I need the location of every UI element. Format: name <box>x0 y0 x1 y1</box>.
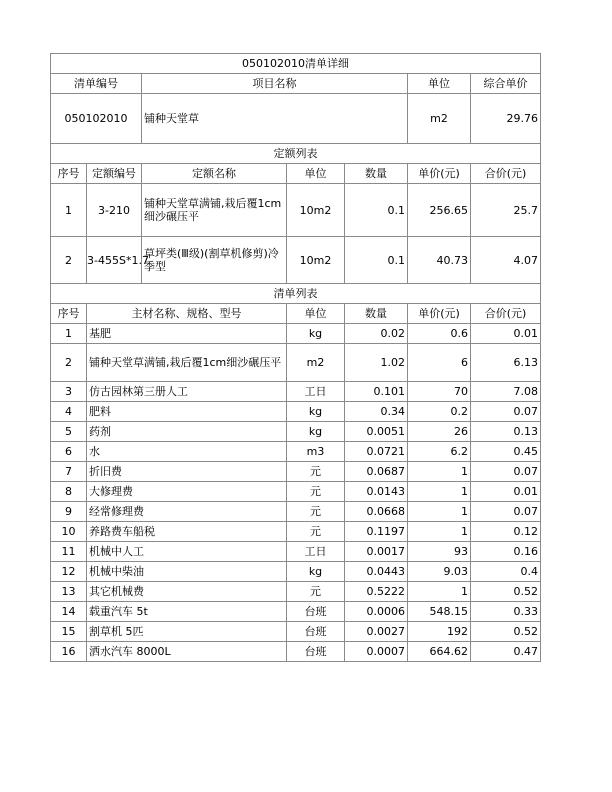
quota-code: 3-210 <box>87 184 142 237</box>
material-no: 10 <box>51 522 87 542</box>
material-row <box>51 442 541 462</box>
material-total: 0.52 <box>471 622 541 642</box>
quota-section-title: 定额列表 <box>51 144 541 164</box>
material-no: 6 <box>51 442 87 462</box>
quota-row <box>51 184 541 237</box>
quota-total: 4.07 <box>471 237 541 284</box>
bill-unit-price: 29.76 <box>471 94 541 144</box>
bill-name-header: 项目名称 <box>142 74 408 94</box>
material-total: 0.4 <box>471 562 541 582</box>
material-row <box>51 642 541 662</box>
material-qty: 0.0687 <box>345 462 408 482</box>
quota-no: 1 <box>51 184 87 237</box>
quota-price: 256.65 <box>408 184 471 237</box>
material-row <box>51 402 541 422</box>
material-no: 8 <box>51 482 87 502</box>
bill-code-header: 清单编号 <box>51 74 142 94</box>
material-qty: 0.5222 <box>345 582 408 602</box>
material-price: 9.03 <box>408 562 471 582</box>
material-no: 15 <box>51 622 87 642</box>
quota-unit: 10m2 <box>287 237 345 284</box>
material-name: 割草机 5匹 <box>87 622 287 642</box>
material-name: 经常修理费 <box>87 502 287 522</box>
bill-code: 050102010 <box>51 94 142 144</box>
material-name: 机械中人工 <box>87 542 287 562</box>
material-price: 6.2 <box>408 442 471 462</box>
material-price: 0.6 <box>408 324 471 344</box>
material-total: 0.07 <box>471 462 541 482</box>
material-row <box>51 622 541 642</box>
material-unit: m3 <box>287 442 345 462</box>
quota-code-header: 定额编号 <box>87 164 142 184</box>
material-qty: 0.1197 <box>345 522 408 542</box>
material-qty: 0.0143 <box>345 482 408 502</box>
material-row <box>51 582 541 602</box>
quota-name-header: 定额名称 <box>142 164 287 184</box>
material-row <box>51 562 541 582</box>
material-price: 192 <box>408 622 471 642</box>
material-name: 载重汽车 5t <box>87 602 287 622</box>
material-name: 洒水汽车 8000L <box>87 642 287 662</box>
quota-name: 草坪类(Ⅲ级)(割草机修剪)冷季型 <box>142 237 287 284</box>
material-total: 0.16 <box>471 542 541 562</box>
material-name: 折旧费 <box>87 462 287 482</box>
material-header-row <box>51 304 541 324</box>
quota-total: 25.7 <box>471 184 541 237</box>
material-no: 11 <box>51 542 87 562</box>
material-name: 大修理费 <box>87 482 287 502</box>
material-no: 16 <box>51 642 87 662</box>
material-no-header: 序号 <box>51 304 87 324</box>
quota-price: 40.73 <box>408 237 471 284</box>
quota-name: 铺种天堂草满铺,栽后覆1cm细沙碾压平 <box>142 184 287 237</box>
material-unit: kg <box>287 324 345 344</box>
material-total: 6.13 <box>471 344 541 382</box>
quota-row <box>51 237 541 284</box>
material-unit: kg <box>287 562 345 582</box>
material-name: 药剂 <box>87 422 287 442</box>
bill-unit-price-header: 综合单价 <box>471 74 541 94</box>
material-total-header: 合价(元) <box>471 304 541 324</box>
quota-total-header: 合价(元) <box>471 164 541 184</box>
material-unit: 元 <box>287 502 345 522</box>
material-total: 0.13 <box>471 422 541 442</box>
material-no: 1 <box>51 324 87 344</box>
bill-name: 铺种天堂草 <box>142 94 408 144</box>
material-no: 14 <box>51 602 87 622</box>
material-name: 其它机械费 <box>87 582 287 602</box>
material-qty: 0.0443 <box>345 562 408 582</box>
material-no: 7 <box>51 462 87 482</box>
material-row <box>51 382 541 402</box>
material-no: 9 <box>51 502 87 522</box>
bill-unit: m2 <box>408 94 471 144</box>
material-unit: 元 <box>287 522 345 542</box>
quota-qty: 0.1 <box>345 184 408 237</box>
material-total: 0.01 <box>471 324 541 344</box>
material-unit: 台班 <box>287 642 345 662</box>
material-row <box>51 462 541 482</box>
material-unit: 台班 <box>287 622 345 642</box>
material-price: 93 <box>408 542 471 562</box>
material-qty: 0.0721 <box>345 442 408 462</box>
material-unit: m2 <box>287 344 345 382</box>
material-no: 12 <box>51 562 87 582</box>
quota-unit-header: 单位 <box>287 164 345 184</box>
material-row <box>51 602 541 622</box>
quota-price-header: 单价(元) <box>408 164 471 184</box>
material-unit: 元 <box>287 582 345 602</box>
material-row <box>51 522 541 542</box>
material-unit: kg <box>287 402 345 422</box>
material-row <box>51 502 541 522</box>
material-total: 0.07 <box>471 502 541 522</box>
material-section-title: 清单列表 <box>51 284 541 304</box>
material-qty: 0.0027 <box>345 622 408 642</box>
material-total: 0.52 <box>471 582 541 602</box>
material-total: 0.01 <box>471 482 541 502</box>
material-qty: 0.0007 <box>345 642 408 662</box>
bill-detail-table <box>50 53 541 662</box>
material-price: 1 <box>408 502 471 522</box>
material-qty: 0.0668 <box>345 502 408 522</box>
material-total: 0.12 <box>471 522 541 542</box>
bill-header-row <box>51 74 541 94</box>
material-unit: 工日 <box>287 382 345 402</box>
material-unit: 元 <box>287 482 345 502</box>
material-qty: 1.02 <box>345 344 408 382</box>
material-no: 2 <box>51 344 87 382</box>
quota-qty: 0.1 <box>345 237 408 284</box>
bill-row <box>51 94 541 144</box>
material-no: 4 <box>51 402 87 422</box>
material-qty: 0.02 <box>345 324 408 344</box>
material-price: 6 <box>408 344 471 382</box>
material-unit: 台班 <box>287 602 345 622</box>
material-total: 0.07 <box>471 402 541 422</box>
material-price: 664.62 <box>408 642 471 662</box>
material-qty: 0.101 <box>345 382 408 402</box>
material-price: 0.2 <box>408 402 471 422</box>
material-qty-header: 数量 <box>345 304 408 324</box>
material-name: 养路费车船税 <box>87 522 287 542</box>
material-no: 5 <box>51 422 87 442</box>
material-price: 1 <box>408 522 471 542</box>
material-row <box>51 542 541 562</box>
material-unit: 工日 <box>287 542 345 562</box>
bill-unit-header: 单位 <box>408 74 471 94</box>
material-name: 铺种天堂草满铺,栽后覆1cm细沙碾压平 <box>87 344 287 382</box>
material-price: 1 <box>408 482 471 502</box>
material-row <box>51 482 541 502</box>
quota-code: 3-455S*1.7 <box>87 237 142 284</box>
material-total: 0.33 <box>471 602 541 622</box>
material-unit: 元 <box>287 462 345 482</box>
material-price: 1 <box>408 462 471 482</box>
quota-qty-header: 数量 <box>345 164 408 184</box>
quota-no: 2 <box>51 237 87 284</box>
material-name: 仿古园林第三册人工 <box>87 382 287 402</box>
material-total: 0.47 <box>471 642 541 662</box>
material-price: 548.15 <box>408 602 471 622</box>
material-total: 0.45 <box>471 442 541 462</box>
material-name-header: 主材名称、规格、型号 <box>87 304 287 324</box>
table-title: 050102010清单详细 <box>51 54 541 74</box>
material-no: 13 <box>51 582 87 602</box>
quota-header-row <box>51 164 541 184</box>
material-qty: 0.34 <box>345 402 408 422</box>
material-name: 机械中柴油 <box>87 562 287 582</box>
material-unit: kg <box>287 422 345 442</box>
quota-no-header: 序号 <box>51 164 87 184</box>
material-name: 肥料 <box>87 402 287 422</box>
material-total: 7.08 <box>471 382 541 402</box>
material-name: 基肥 <box>87 324 287 344</box>
material-qty: 0.0006 <box>345 602 408 622</box>
material-row <box>51 324 541 344</box>
material-name: 水 <box>87 442 287 462</box>
material-price: 26 <box>408 422 471 442</box>
quota-unit: 10m2 <box>287 184 345 237</box>
material-no: 3 <box>51 382 87 402</box>
material-qty: 0.0017 <box>345 542 408 562</box>
material-price: 70 <box>408 382 471 402</box>
material-row <box>51 344 541 382</box>
material-row <box>51 422 541 442</box>
material-price: 1 <box>408 582 471 602</box>
material-qty: 0.0051 <box>345 422 408 442</box>
material-price-header: 单价(元) <box>408 304 471 324</box>
material-unit-header: 单位 <box>287 304 345 324</box>
